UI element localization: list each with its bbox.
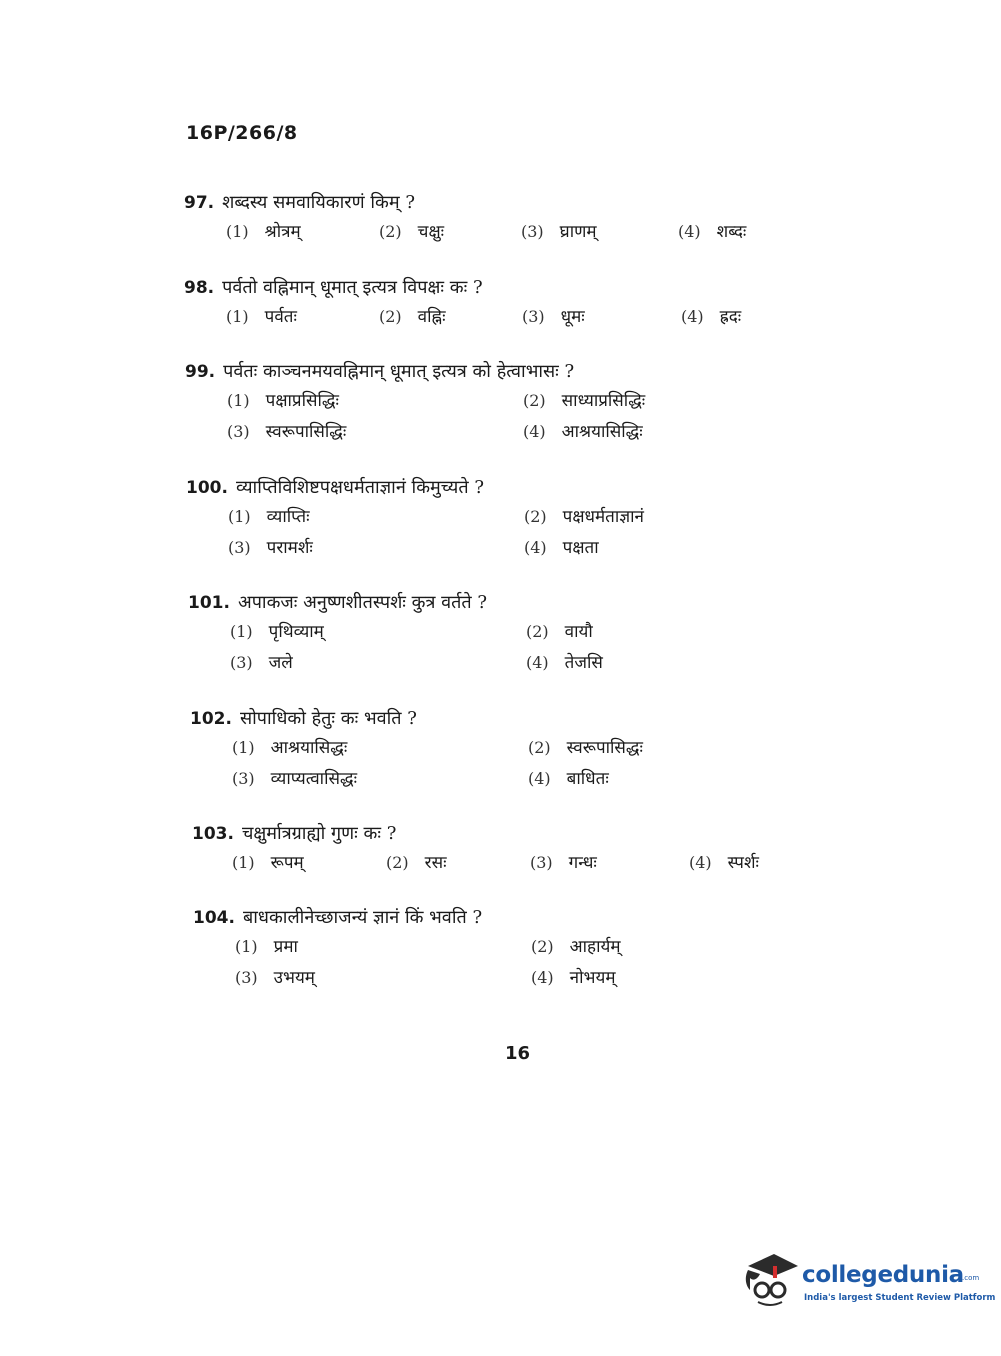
question-number: 97.: [184, 193, 215, 213]
option-3: (3) धूमः: [522, 307, 585, 327]
option-2: (2) चक्षुः: [379, 222, 445, 242]
option-4: (4) शब्दः: [678, 222, 747, 242]
option-4: (4) स्पर्शः: [689, 853, 759, 873]
question-98: [184, 276, 824, 331]
collegedunia-logo: [740, 1248, 996, 1312]
question-99: [185, 360, 825, 446]
question-number: 103.: [192, 824, 234, 844]
brand-name: collegedunia: [802, 1262, 964, 1288]
option-2: (2) स्वरूपासिद्धः: [528, 738, 643, 758]
question-text: बाधकालीनेच्छाजन्यं ज्ञानं किं भवति ?: [242, 907, 483, 928]
question-number: 99.: [185, 362, 216, 382]
option-1: (1) पृथिव्याम्: [230, 622, 324, 642]
option-1: (1) आश्रयासिद्धः: [232, 738, 348, 758]
question-number: 104.: [193, 908, 235, 928]
question-number: 98.: [184, 278, 215, 298]
question-101: [188, 591, 828, 677]
option-3: (3) उभयम्: [235, 968, 315, 988]
question-text: चक्षुर्मात्रग्राह्यो गुणः कः ?: [241, 823, 397, 844]
paper-code: 16P/266/8: [186, 122, 298, 144]
option-2: (2) वायौ: [526, 622, 593, 642]
option-1: (1) पर्वतः: [226, 307, 297, 327]
question-100: [186, 476, 826, 562]
option-3: (3) जले: [230, 653, 293, 673]
option-2: (2) आहार्यम्: [531, 937, 621, 957]
option-3: (3) गन्धः: [530, 853, 597, 873]
option-2: (2) पक्षधर्मताज्ञानं: [524, 507, 644, 527]
option-1: (1) व्याप्तिः: [228, 507, 310, 527]
question-number: 101.: [188, 593, 230, 613]
option-4: (4) पक्षता: [524, 538, 599, 558]
option-2: (2) रसः: [386, 853, 447, 873]
option-4: (4) ह्रदः: [681, 307, 742, 327]
option-3: (3) घ्राणम्: [521, 222, 597, 242]
option-1: (1) श्रोत्रम्: [226, 222, 301, 242]
question-text: व्याप्तिविशिष्टपक्षधर्मताज्ञानं किमुच्यते ?: [235, 477, 485, 498]
brand-tagline: India's largest Student Review Platform: [804, 1293, 996, 1303]
option-1: (1) प्रमा: [235, 937, 298, 957]
question-text: शब्दस्य समवायिकारणं किम् ?: [222, 192, 415, 213]
question-102: [190, 707, 830, 793]
question-number: 102.: [190, 709, 232, 729]
question-97: [184, 191, 824, 246]
question-text: सोपाधिको हेतुः कः भवति ?: [239, 708, 417, 729]
question-text: अपाकजः अनुष्णशीतस्पर्शः कुत्र वर्तते ?: [237, 592, 488, 613]
option-3: (3) स्वरूपासिद्धिः: [227, 422, 347, 442]
option-4: (4) तेजसि: [526, 653, 603, 673]
option-2: (2) साध्याप्रसिद्धिः: [523, 391, 646, 411]
page-number: 16: [505, 1043, 531, 1064]
brand-suffix: .com: [962, 1274, 980, 1282]
option-4: (4) नोभयम्: [531, 968, 616, 988]
question-number: 100.: [186, 478, 228, 498]
mascot-icon: [740, 1248, 800, 1310]
option-3: (3) परामर्शः: [228, 538, 313, 558]
option-1: (1) पक्षाप्रसिद्धिः: [227, 391, 339, 411]
option-2: (2) वह्निः: [379, 307, 446, 327]
question-103: [192, 822, 832, 877]
option-4: (4) बाधितः: [528, 769, 609, 789]
option-1: (1) रूपम्: [232, 853, 304, 873]
question-text: पर्वतः काञ्चनमयवह्निमान् धूमात् इत्यत्र को हेत्वाभासः ?: [223, 361, 575, 382]
question-104: [193, 906, 833, 992]
option-3: (3) व्याप्यत्वासिद्धः: [232, 769, 357, 789]
option-4: (4) आश्रयासिद्धिः: [523, 422, 643, 442]
question-text: पर्वतो वह्निमान् धूमात् इत्यत्र विपक्षः कः ?: [222, 277, 483, 298]
